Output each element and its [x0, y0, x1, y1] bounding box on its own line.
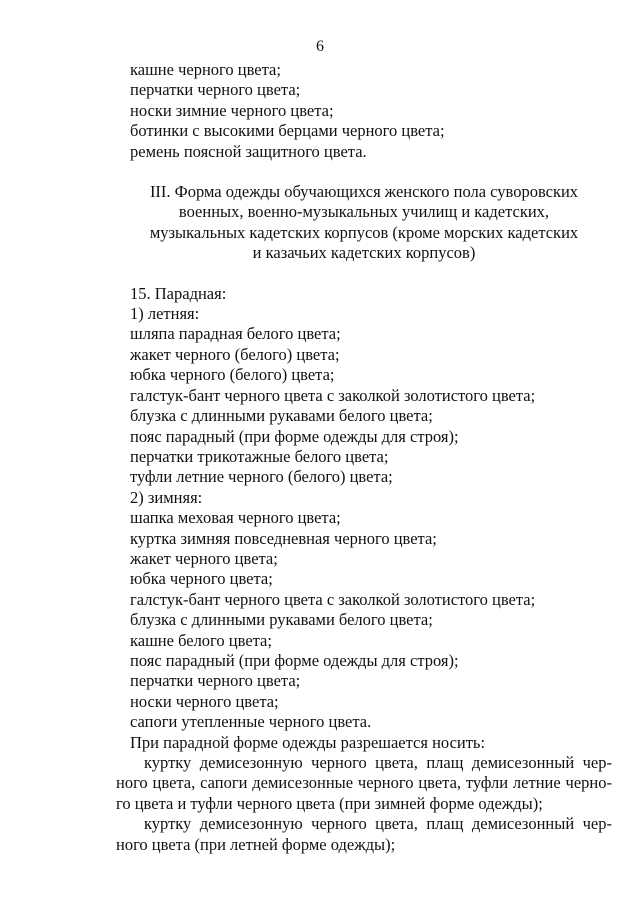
list-item: жакет черного цвета; [130, 548, 278, 568]
section-heading-line: военных, военно-музыкальных училищ и кадетских, [178, 202, 550, 222]
paragraph-line: ного цвета, сапоги демисезонные черного цвета, туфли летние черно- [116, 773, 612, 793]
list-item: галстук-бант черного цвета с заколкой золотистого цвета; [130, 385, 536, 405]
list-item: жакет черного (белого) цвета; [130, 344, 340, 364]
list-item: перчатки черного цвета; [130, 80, 301, 100]
list-item: перчатки трикотажные белого цвета; [130, 446, 389, 466]
document-body [116, 60, 612, 855]
allowed-paragraph-2 [116, 814, 612, 855]
list-item: блузка с длинными рукавами белого цвета; [130, 406, 433, 426]
list-item: кашне черного цвета; [130, 60, 281, 79]
list-item: пояс парадный (при форме одежды для строя); [130, 650, 459, 670]
list-item: галстук-бант черного цвета с заколкой золотистого цвета; [130, 589, 536, 609]
paragraph-line: ного цвета (при летней форме одежды); [116, 834, 396, 854]
section-heading-line: и казачьих кадетских корпусов) [252, 243, 476, 263]
paragraph-line: куртку демисезонную черного цвета, плащ демисезонный чер- [144, 753, 612, 772]
list-item: шапка меховая черного цвета; [130, 508, 341, 528]
section-heading-line: III. Форма одежды обучающихся женского пола суворовских [149, 182, 579, 202]
list-item: ботинки с высокими берцами черного цвета; [130, 121, 445, 141]
section-heading [116, 182, 612, 264]
paragraph-line: куртку демисезонную черного цвета, плащ демисезонный чер- [144, 814, 612, 834]
winter-title: 2) зимняя: [130, 487, 203, 507]
paragraph-line: го цвета и туфли черного цвета (при зимней форме одежды); [116, 793, 543, 813]
allowed-intro: При парадной форме одежды разрешается носить: [130, 732, 486, 752]
list-item: туфли летние черного (белого) цвета; [130, 467, 393, 487]
item-15 [116, 284, 612, 855]
item-title: 15. Парадная: [130, 283, 227, 303]
list-item: сапоги утепленные черного цвета. [130, 712, 372, 732]
summer-title: 1) летняя: [130, 304, 200, 324]
list-item: юбка черного цвета; [130, 569, 273, 589]
list-item: блузка с длинными рукавами белого цвета; [130, 610, 433, 630]
page-number: 6 [316, 38, 324, 55]
list-item: шляпа парадная белого цвета; [130, 324, 341, 344]
list-item: носки зимние черного цвета; [130, 100, 334, 120]
top-items-list [116, 60, 612, 162]
list-item: пояс парадный (при форме одежды для строя); [130, 426, 459, 446]
list-item: перчатки черного цвета; [130, 671, 301, 691]
allowed-paragraph-1 [116, 753, 612, 814]
section-heading-line: музыкальных кадетских корпусов (кроме морских кадетских [149, 222, 579, 242]
list-item: кашне белого цвета; [130, 630, 272, 650]
list-item: ремень поясной защитного цвета. [130, 141, 367, 161]
list-item: юбка черного (белого) цвета; [130, 365, 335, 385]
list-item: носки черного цвета; [130, 691, 279, 711]
list-item: куртка зимняя повседневная черного цвета; [130, 528, 437, 548]
